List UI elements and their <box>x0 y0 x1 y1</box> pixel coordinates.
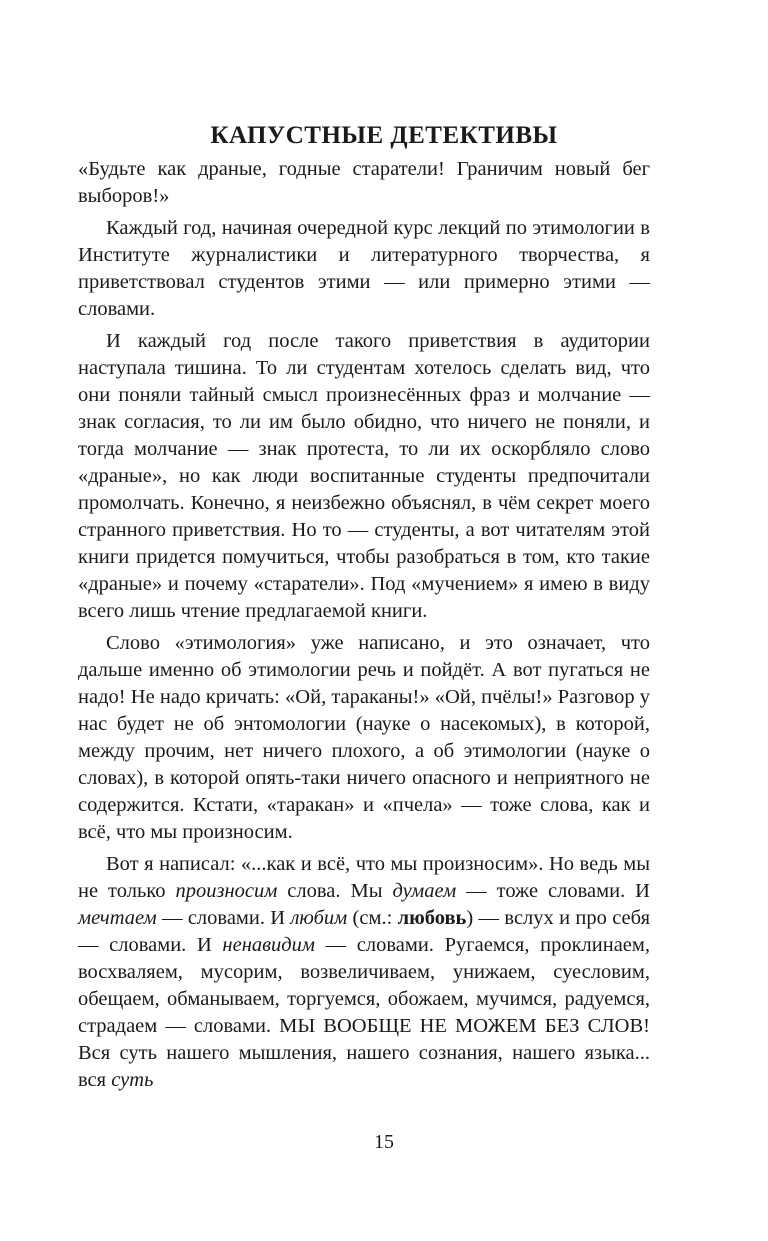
text-run: ) — вслух и про себя — словами. И <box>78 907 650 956</box>
paragraph: Слово «этимология» уже написано, и это означает, что дальше именно об этимологии речь и пойдёт. А вот пугаться не надо! Не надо кричать: «Ой, тараканы!» «Ой, пчёлы!» Разговор у нас будет не об энтомологии (науке о насекомых), в которой, между прочим, нет ничего плохого, а об этимологии (науке о словах), в которой опять-таки ничего опасного и неприятного не содержится. Кстати, «таракан» и «пчела» — тоже слова, как и всё, что мы произносим. <box>78 632 650 843</box>
italic-word: суть <box>111 1069 154 1091</box>
italic-word: думаем <box>392 880 457 902</box>
paragraph: И каждый год после такого приветствия в аудитории наступала тишина. То ли студентам хотелось сделать вид, что они поняли тайный смысл произнесённых фраз и молчание — знак согласия, то ли им было обидно, что ничего не поняли, и тогда молчание — знак протеста, то ли их оскорбляло слово «драные», но как люди воспитанные студенты предпочитали промолчать. Конечно, я неизбежно объяснял, в чём секрет моего странного приветствия. Но то — студенты, а вот читателям этой книги придется помучиться, чтобы разобраться в том, кто такие «драные» и почему «старатели». Под «мучением» я имею в виду всего лишь чтение предлагаемой книги. <box>78 330 650 622</box>
chapter-heading: КАПУСТНЫЕ ДЕТЕКТИВЫ <box>210 122 558 149</box>
page-number: 15 <box>374 1131 394 1153</box>
paragraph-epigraph: «Будьте как драные, годные старатели! Граничим новый бег выборов!» <box>78 158 650 207</box>
italic-word: любим <box>290 907 348 929</box>
text-run: Вот я написал: «...как и всё, что мы произносим». Но ведь мы не только <box>78 853 650 902</box>
text-run: (см.: <box>347 907 398 929</box>
text-run: — тоже словами. И <box>456 880 650 902</box>
paragraph: Каждый год, начиная очередной курс лекций по этимологии в Институте журналистики и литературного творчества, я приветствовал студентов этими — или примерно этими — словами. <box>78 217 650 320</box>
text-run: — словами. И <box>156 907 291 929</box>
italic-word: произносим <box>175 880 278 902</box>
body-text <box>78 156 650 1099</box>
italic-word: мечтаем <box>78 907 157 929</box>
text-run: — словами. Ругаемся, проклинаем, восхваляем, мусорим, возвеличиваем, унижаем, суесловим, обещаем, обманываем, торгуемся, обожаем, мучимся, радуемся, страдаем — словами. МЫ ВООБЩЕ НЕ МОЖЕМ БЕЗ СЛОВ! Вся суть нашего мышления, нашего сознания, нашего языка... вся <box>78 934 651 1091</box>
italic-word: ненавидим <box>222 934 315 956</box>
text-run: слова. Мы <box>277 880 393 902</box>
paragraph <box>78 851 650 1094</box>
bold-cross-reference: любовь <box>397 907 467 929</box>
